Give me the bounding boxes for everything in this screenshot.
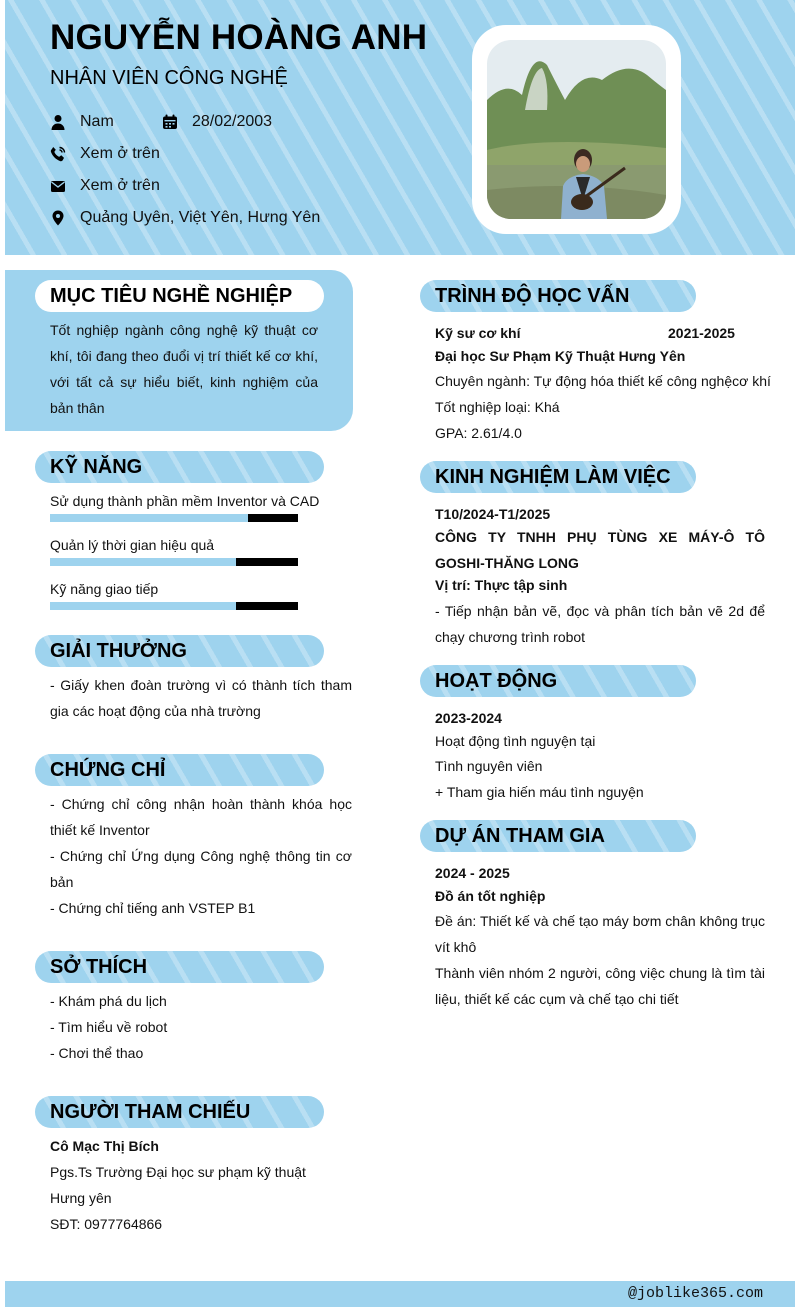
education-period: 2021-2025 — [668, 325, 735, 341]
reference-position: Pgs.Ts Trường Đại học sư phạm kỹ thuật Hưng yên — [50, 1164, 306, 1206]
email-value: Xem ở trên — [80, 177, 160, 194]
hobby-item: - Chơi thể thao — [50, 1045, 144, 1061]
hobby-item: - Khám phá du lịch — [50, 993, 167, 1009]
education-gpa: GPA: 2.61/4.0 — [435, 425, 522, 441]
career-objective-heading: MỤC TIÊU NGHỀ NGHIỆP — [35, 280, 324, 312]
birthdate-row — [162, 113, 272, 131]
footer-handle: @joblike365.com — [627, 1285, 763, 1302]
experience-heading: KINH NGHIỆM LÀM VIỆC — [420, 461, 696, 493]
phone-icon — [50, 146, 66, 162]
education-degree: Kỹ sư cơ khí — [435, 325, 521, 341]
education-school: Đại học Sư Phạm Kỹ Thuật Hưng Yên — [435, 348, 686, 364]
activities-heading: HOẠT ĐỘNG — [420, 665, 696, 697]
calendar-icon — [162, 114, 178, 130]
experience-company: CÔNG TY TNHH PHỤ TÙNG XE MÁY-Ô TÔ GOSHI-THĂNG LONG — [435, 529, 765, 571]
skill-label: Quản lý thời gian hiệu quả — [50, 537, 215, 553]
certificate-item: - Chứng chỉ tiếng anh VSTEP B1 — [50, 900, 256, 916]
profile-photo — [487, 40, 666, 219]
address-value: Quảng Uyên, Việt Yên, Hưng Yên — [80, 209, 321, 226]
awards-text: - Giấy khen đoàn trường vì có thành tích tham gia các hoạt động của nhà trường — [50, 677, 352, 719]
candidate-name: NGUYỄN HOÀNG ANH — [50, 18, 428, 57]
projects-heading: DỰ ÁN THAM GIA — [420, 820, 696, 852]
reference-name: Cô Mạc Thị Bích — [50, 1138, 159, 1154]
hobby-item: - Tìm hiểu về robot — [50, 1019, 168, 1035]
experience-position: Vị trí: Thực tập sinh — [435, 577, 568, 593]
phone-value: Xem ở trên — [80, 145, 160, 162]
skill-bar — [50, 602, 298, 610]
education-grade: Tốt nghiệp loại: Khá — [435, 399, 560, 415]
experience-description: - Tiếp nhận bản vẽ, đọc và phân tích bản vẽ 2d để chạy chương trình robot — [435, 603, 765, 645]
activities-role: Tình nguyên viên — [435, 758, 543, 774]
cv-header — [5, 0, 795, 255]
skill-label: Kỹ năng giao tiếp — [50, 581, 159, 597]
activities-description: + Tham gia hiến máu tình nguyện — [435, 784, 644, 800]
skill-bar — [50, 558, 298, 566]
job-title: NHÂN VIÊN CÔNG NGHỆ — [50, 67, 288, 89]
skills-heading: KỸ NĂNG — [35, 451, 324, 483]
phone-row — [50, 145, 160, 163]
envelope-icon — [50, 178, 66, 194]
email-row — [50, 177, 160, 195]
footer-bar — [5, 1281, 795, 1307]
reference-heading: NGƯỜI THAM CHIẾU — [35, 1096, 324, 1128]
skill-bar-fill — [50, 602, 236, 610]
awards-heading: GIẢI THƯỞNG — [35, 635, 324, 667]
project-name: Đồ án tốt nghiệp — [435, 888, 546, 904]
education-major: Chuyên ngành: Tự động hóa thiết kế công nghệcơ khí — [435, 373, 771, 389]
certificate-item: - Chứng chỉ Ứng dụng Công nghệ thông tin cơ bản — [50, 848, 352, 890]
experience-period: T10/2024-T1/2025 — [435, 506, 551, 522]
map-pin-icon — [50, 210, 66, 226]
reference-phone: SĐT: 0977764866 — [50, 1216, 163, 1232]
address-row — [50, 209, 320, 227]
skill-label: Sử dụng thành phần mềm Inventor và CAD — [50, 493, 320, 509]
birthdate-value: 28/02/2003 — [192, 113, 273, 130]
photo-frame — [472, 25, 681, 234]
certificate-item: - Chứng chỉ công nhận hoàn thành khóa học thiết kế Inventor — [50, 796, 352, 838]
education-heading: TRÌNH ĐỘ HỌC VẤN — [420, 280, 696, 312]
career-objective-text: Tốt nghiệp ngành công nghệ kỹ thuật cơ khí, tôi đang theo đuổi vị trí thiết kế cơ khí, với tất cả sự hiểu biết, kinh nghiệm của bản thân — [50, 322, 318, 416]
gender-value: Nam — [80, 113, 114, 130]
project-topic: Đề án: Thiết kế và chế tạo máy bơm chân không trục vít khô — [435, 913, 765, 955]
project-team: Thành viên nhóm 2 người, công việc chung là tìm tài liệu, thiết kế các cụm và chế tạo chi tiết — [435, 965, 765, 1007]
hobbies-heading: SỞ THÍCH — [35, 951, 324, 983]
certificates-heading: CHỨNG CHỈ — [35, 754, 324, 786]
activities-period: 2023-2024 — [435, 710, 502, 726]
skill-bar-fill — [50, 514, 248, 522]
skill-bar-fill — [50, 558, 236, 566]
project-period: 2024 - 2025 — [435, 865, 510, 881]
user-icon — [50, 114, 66, 130]
gender-row — [50, 113, 114, 131]
skill-bar — [50, 514, 298, 522]
activities-org: Hoạt động tình nguyện tại — [435, 733, 596, 749]
